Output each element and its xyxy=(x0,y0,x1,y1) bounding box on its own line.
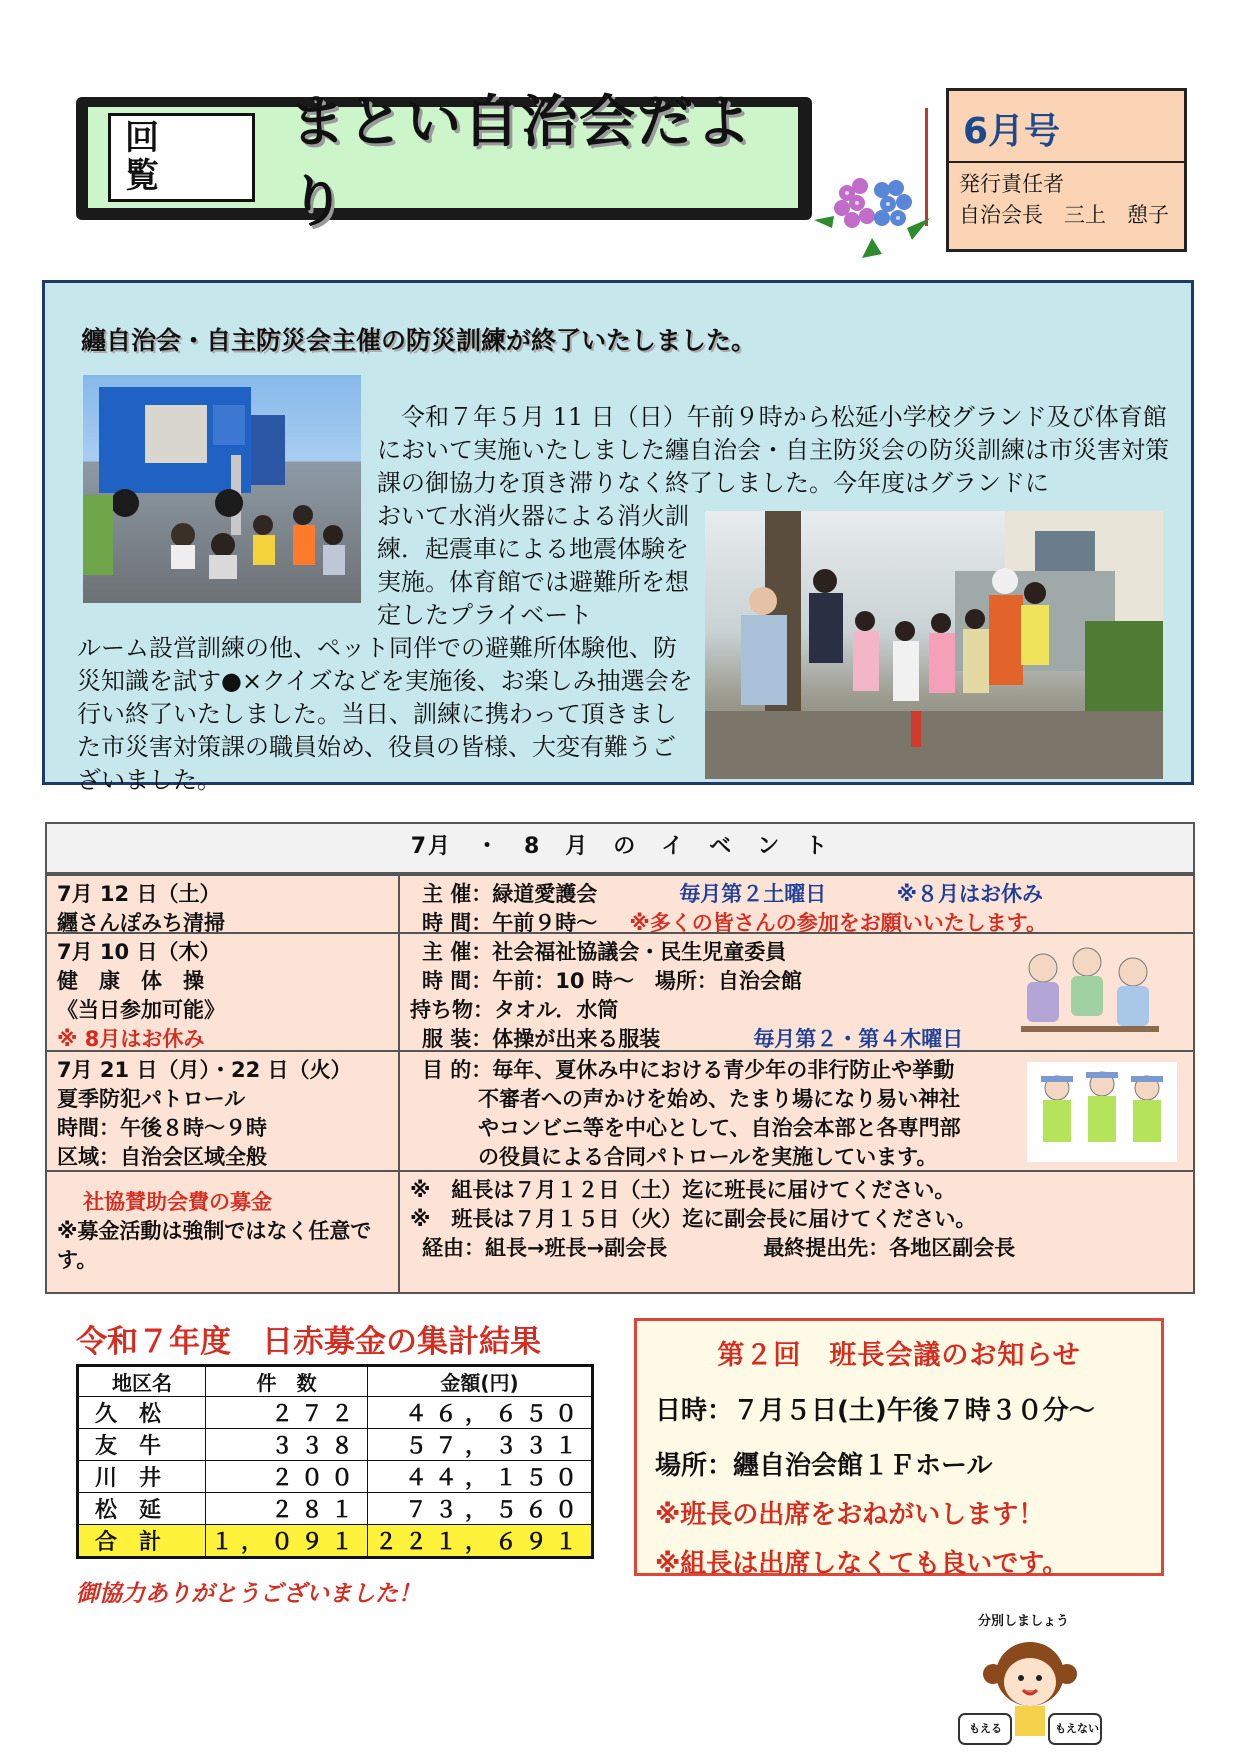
notice-request-leader: ※班長の出席をおねがいします！ xyxy=(655,1500,1045,1530)
notice-place: 場所：纒自治会館１Ｆホール xyxy=(655,1451,993,1481)
burnable-sign: もえる xyxy=(969,1722,1002,1735)
recycling-mascot xyxy=(955,1628,1105,1748)
masthead-panel xyxy=(88,89,798,235)
event-patrol-time: 時間：午後８時～９時 xyxy=(57,1116,267,1140)
event-row-donation xyxy=(47,1170,1193,1292)
fund-results-table xyxy=(76,1364,594,1559)
fund-amount: ５７，３３１ xyxy=(368,1429,593,1461)
event-exercise-date: 7月 10 日（木） xyxy=(57,940,221,964)
fund-header-row xyxy=(78,1366,593,1397)
fund-title: 令和７年度 日赤募金の集計結果 xyxy=(76,1324,541,1360)
fund-total-count: １，０９１ xyxy=(206,1525,368,1558)
fund-count: ２００ xyxy=(206,1461,368,1493)
event-patrol-detail xyxy=(400,1052,1193,1170)
event-cleanup-host: 主 催：緑道愛護会 xyxy=(422,882,598,906)
hydrangea-icon xyxy=(812,158,932,258)
event-donation-rule-1: ※ 組長は７月１２日（土）迄に班長に届けてください。 xyxy=(410,1178,956,1202)
notice-datetime: 日時：７月５日(土)午後７時３０分～ xyxy=(655,1396,1095,1426)
event-cleanup-name: 纒さんぽみち清掃 xyxy=(57,911,225,935)
fund-total-row xyxy=(78,1525,593,1558)
fund-col-amount: 金額(円) xyxy=(368,1366,593,1397)
mascot-caption: 分別しましょう xyxy=(978,1614,1070,1629)
event-patrol-purpose-2: 不審者への声かけを始め、たまり場になり易い神社 xyxy=(478,1087,961,1111)
table-row xyxy=(78,1493,593,1525)
newsletter-title: まとい自治会だより xyxy=(289,89,754,235)
fund-total-label: 合計 xyxy=(78,1525,206,1558)
table-row xyxy=(78,1429,593,1461)
event-patrol-purpose-1: 目 的：毎年、夏休み中における青少年の非行防止や挙動 xyxy=(422,1058,955,1082)
event-cleanup-august: ※８月はお休み xyxy=(896,882,1044,906)
event-cleanup-detail xyxy=(400,876,1193,935)
event-row-patrol xyxy=(47,1050,1193,1170)
event-exercise-bring: 持ち物：タオル．水筒 xyxy=(410,998,619,1022)
event-donation-route-line xyxy=(410,1234,1193,1263)
issue-month: 6月号 xyxy=(949,91,1184,163)
event-patrol-date: 7月 21 日（月）・22 日（火） xyxy=(57,1058,352,1082)
masthead xyxy=(76,89,812,235)
patrol-volunteers-icon xyxy=(1027,1062,1177,1162)
event-exercise-info xyxy=(47,934,400,1050)
event-exercise-schedule: 毎月第２・第４木曜日 xyxy=(753,1027,964,1051)
children-group-image xyxy=(705,511,1163,779)
fund-count: ２７２ xyxy=(206,1397,368,1429)
fund-district: 松延 xyxy=(78,1493,206,1525)
event-cleanup-line1 xyxy=(410,880,1193,909)
fund-district: 友牛 xyxy=(78,1429,206,1461)
event-patrol-purpose-4: の役員による合同パトロールを実施しています。 xyxy=(478,1145,938,1169)
event-cleanup-info xyxy=(47,876,400,935)
fund-count: ２８１ xyxy=(206,1493,368,1525)
fund-thanks: 御協力ありがとうございました！ xyxy=(76,1581,421,1607)
events-header: 7月 ・ 8 月 の イ ベ ン ト xyxy=(47,824,1193,874)
fund-col-district: 地区名 xyxy=(78,1366,206,1397)
event-exercise-detail xyxy=(400,934,1193,1050)
training-section xyxy=(42,280,1194,794)
training-photo-truck xyxy=(83,375,361,603)
event-exercise-august: ※ 8月はお休み xyxy=(57,1027,205,1051)
event-donation-info xyxy=(47,1172,400,1292)
event-donation-note: ※募金活動は強制ではなく任意です。 xyxy=(57,1219,372,1272)
event-cleanup-date: 7月 12 日（土） xyxy=(57,882,221,906)
training-photo-children xyxy=(705,511,1163,779)
event-patrol-purpose-3: やコンビニ等を中心として、自治会本部と各専門部 xyxy=(478,1116,961,1140)
training-text-a: 令和７年５月 11 日（日）午前９時から松延小学校グランド及び体育館において実施いたしました纏自治会・自主防災会の防災訓練は市災害対策課の御協力を頂き滞りなく終了しました。今年度はグランドに xyxy=(377,403,1169,497)
earthquake-truck-image xyxy=(83,375,361,603)
event-patrol-name: 夏季防犯パトロール xyxy=(57,1087,246,1111)
event-donation-rule-2: ※ 班長は７月１５日（火）迄に副会長に届けてください。 xyxy=(410,1207,977,1231)
exercise-seniors-icon xyxy=(1015,942,1165,1042)
notice-request-group: ※組長は出席しなくても良いです。 xyxy=(655,1549,1069,1579)
kairan-label: 回覧 xyxy=(108,113,255,202)
event-donation-route: 経由：組長→班長→副会長 xyxy=(422,1236,668,1260)
events-table xyxy=(45,822,1195,1294)
event-exercise-time: 時 間：午前：10 時～ 場所：自治会館 xyxy=(422,969,802,993)
table-row xyxy=(78,1397,593,1429)
event-donation-title: 社協賛助会費の募金 xyxy=(83,1190,272,1214)
training-text-b: おいて水消火器による消火訓練．起震車による地震体験を実施。体育館では避難所を想定したプライベート xyxy=(377,502,689,629)
table-row xyxy=(78,1461,593,1493)
fund-amount: ４４，１５０ xyxy=(368,1461,593,1493)
training-text-c: ルーム設営訓練の他、ペット同伴での避難所体験他、防災知識を試す●×クイズなどを実施後、お楽しみ抽選会を行い終了いたしました。当日、訓練に携わって頂きました市災害対策課の職員始め、役員の皆様、大変有難うございました。 xyxy=(77,634,693,794)
notice-title: 第２回 班長会議のお知らせ xyxy=(717,1340,1081,1371)
issue-box xyxy=(946,88,1187,252)
non-burnable-sign: もえない xyxy=(1055,1722,1099,1735)
event-patrol-info xyxy=(47,1052,400,1170)
fund-total-amount: ２２１，６９１ xyxy=(368,1525,593,1558)
event-exercise-dress: 服 装：体操が出来る服装 xyxy=(422,1027,661,1051)
event-cleanup-request: ※多くの皆さんの参加をお願いいたします。 xyxy=(629,911,1048,935)
event-row-cleanup xyxy=(47,874,1193,935)
event-donation-detail xyxy=(400,1172,1193,1292)
publisher-info xyxy=(949,163,1184,231)
event-patrol-area: 区域：自治会区域全般 xyxy=(57,1145,267,1169)
training-title: 纏自治会・自主防災会主催の防災訓練が終了いたしました。 xyxy=(81,326,757,355)
event-cleanup-schedule: 毎月第２土曜日 xyxy=(679,882,827,906)
fund-col-count: 件 数 xyxy=(206,1366,368,1397)
fund-district: 久松 xyxy=(78,1397,206,1429)
event-donation-final: 最終提出先：各地区副会長 xyxy=(763,1236,1016,1260)
publisher-label: 発行責任者 xyxy=(959,172,1064,196)
fund-amount: ４６，６５０ xyxy=(368,1397,593,1429)
publisher-name: 自治会長 三上 憩子 xyxy=(959,203,1169,227)
fund-district: 川井 xyxy=(78,1461,206,1493)
event-row-exercise xyxy=(47,932,1193,1050)
event-exercise-name: 健 康 体 操 xyxy=(57,969,204,993)
meeting-notice xyxy=(634,1318,1164,1579)
event-exercise-host: 主 催：社会福祉協議会・民生児童委員 xyxy=(422,940,787,964)
event-cleanup-time: 時 間：午前９時～ xyxy=(422,911,598,935)
fund-amount: ７３，５６０ xyxy=(368,1493,593,1525)
fund-count: ３３８ xyxy=(206,1429,368,1461)
event-exercise-walkin: 《当日参加可能》 xyxy=(57,998,225,1022)
